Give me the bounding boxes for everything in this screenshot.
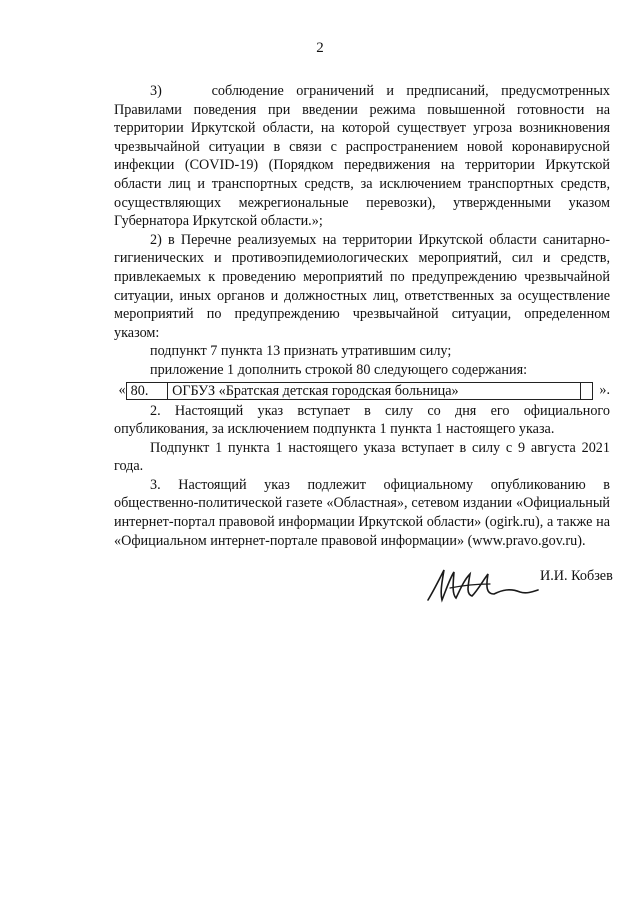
signature-name: И.И. Кобзев [540, 568, 613, 584]
paragraph-item-2-list: 2) в Перечне реализуемых на территории Иркутской области санитарно-гигиенических и противоэпидемиологических мероприятий, сил и средств, привлекаемых к проведению мероприятий по предупреждению чрезвычайной ситуации, иных органов и должностных лиц, ответственных за осуществление мероприятий по предупреждению чрезвычайной ситуации, определенном указом: [114, 231, 610, 341]
row-number-cell: 80. [126, 382, 167, 399]
paragraph-appendix: приложение 1 дополнить строкой 80 следующего содержания: [150, 361, 528, 378]
open-quote: « [118, 382, 126, 399]
row-name-cell: ОГБУЗ «Братская детская городская больница» [168, 382, 581, 399]
row-extra-cell [580, 382, 593, 399]
paragraph-item-3: 3) соблюдение ограничений и предписаний, предусмотренных Правилами поведения при введении режима повышенной готовности на территории Иркутской области, на которой существует угроза возникновения чрезвычайной ситуации в связи с распространением новой коронавирусной инфекции (COVID-19) (Порядком передвижения на территории Иркутской области лиц и транспортных средств, за исключением транспортных средств, осуществляющих межрегиональные перевозки), утвержденными указом Губернатора Иркутской области.»; [114, 83, 610, 230]
document-body [114, 82, 610, 550]
paragraph-effective: 2. Настоящий указ вступает в силу со дня его официального опубликования, за исключением подпункта 1 пункта 1 настоящего указа. [114, 402, 610, 438]
table-row [126, 382, 593, 399]
paragraph-subpoint: подпункт 7 пункта 13 признать утратившим силу; [150, 343, 452, 360]
close-quote: ». [599, 382, 610, 399]
page-number: 2 [316, 40, 324, 56]
appendix-row-table [126, 382, 594, 400]
paragraph-effective-date: Подпункт 1 пункта 1 настоящего указа вступает в силу с 9 августа 2021 года. [114, 439, 610, 475]
paragraph-publication: 3. Настоящий указ подлежит официальному опубликованию в общественно-политической газете «Областная», сетевом издании «Официальный интернет-портал правовой информации Иркутской области» (ogirk.ru), а также на «Официальном интернет-портале правовой информации» (www.pravo.gov.ru). [114, 476, 610, 549]
appendix-row-line [114, 381, 610, 401]
